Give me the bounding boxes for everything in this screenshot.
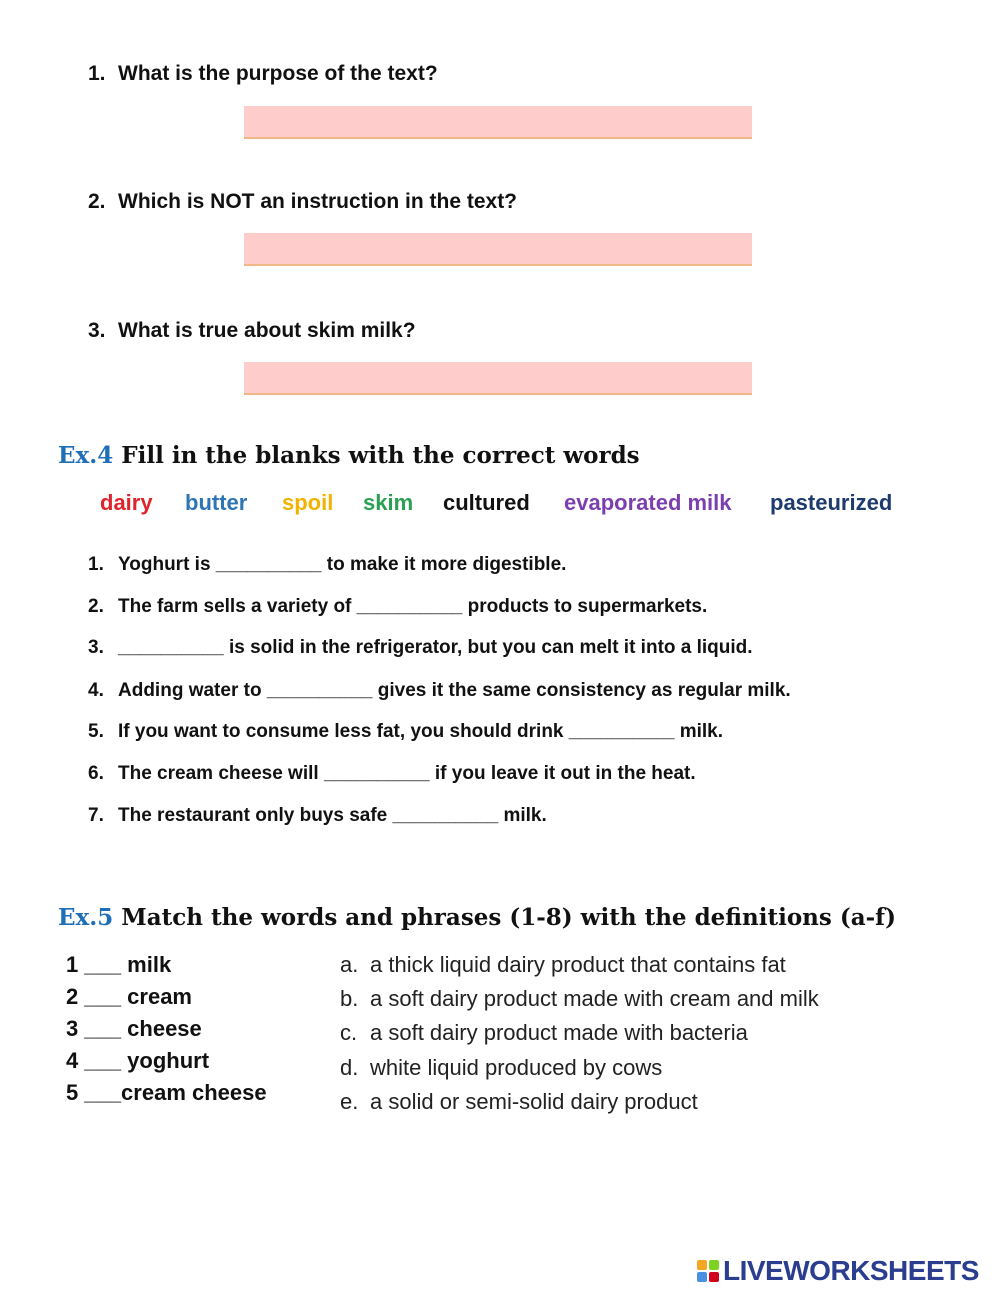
word-bank-item: spoil bbox=[282, 490, 334, 515]
definition-e: e. a solid or semi-solid dairy product bbox=[340, 1089, 698, 1114]
fill-sentence-7: 7. The restaurant only buys safe __________ milk. bbox=[88, 805, 547, 826]
logo-blocks-icon bbox=[697, 1260, 719, 1282]
word-bank-item: pasteurized bbox=[770, 490, 893, 515]
fill-sentence-3: 3. __________ is solid in the refrigerator, but you can melt it into a liquid. bbox=[88, 637, 753, 658]
match-word-3: 3 ___ cheese bbox=[66, 1016, 202, 1041]
answer-field-2[interactable] bbox=[244, 233, 752, 266]
word-bank-item: cultured bbox=[443, 490, 530, 515]
ex5-heading: Ex.5 Match the words and phrases (1-8) with the definitions (a-f) bbox=[58, 904, 896, 931]
definition-a: a. a thick liquid dairy product that contains fat bbox=[340, 952, 786, 977]
question-3: 3. What is true about skim milk? bbox=[88, 319, 416, 342]
match-word-4: 4 ___ yoghurt bbox=[66, 1048, 210, 1073]
definition-b: b. a soft dairy product made with cream and milk bbox=[340, 986, 819, 1011]
ex4-heading: Ex.4 Fill in the blanks with the correct words bbox=[58, 442, 640, 469]
question-1: 1. What is the purpose of the text? bbox=[88, 62, 438, 85]
question-2: 2. Which is NOT an instruction in the text? bbox=[88, 190, 518, 213]
word-bank-item: skim bbox=[363, 490, 414, 515]
definition-d: d. white liquid produced by cows bbox=[340, 1055, 663, 1080]
fill-sentence-4: 4. Adding water to __________ gives it the same consistency as regular milk. bbox=[88, 680, 791, 701]
match-word-5: 5 ___cream cheese bbox=[66, 1080, 267, 1105]
word-bank-item: butter bbox=[185, 490, 248, 515]
fill-sentence-2: 2. The farm sells a variety of __________ products to supermarkets. bbox=[88, 596, 708, 617]
fill-sentence-1: 1. Yoghurt is __________ to make it more digestible. bbox=[88, 554, 567, 575]
word-bank-item: evaporated milk bbox=[564, 490, 732, 515]
word-bank-item: dairy bbox=[100, 490, 153, 515]
fill-sentence-5: 5. If you want to consume less fat, you should drink __________ milk. bbox=[88, 721, 724, 742]
liveworksheets-logo: LIVEWORKSHEETS bbox=[697, 1255, 979, 1287]
match-word-2: 2 ___ cream bbox=[66, 984, 192, 1009]
definition-c: c. a soft dairy product made with bacteria bbox=[340, 1020, 748, 1045]
answer-field-1[interactable] bbox=[244, 106, 752, 139]
answer-field-3[interactable] bbox=[244, 362, 752, 395]
match-word-1: 1 ___ milk bbox=[66, 952, 172, 977]
fill-sentence-6: 6. The cream cheese will __________ if you leave it out in the heat. bbox=[88, 763, 696, 784]
